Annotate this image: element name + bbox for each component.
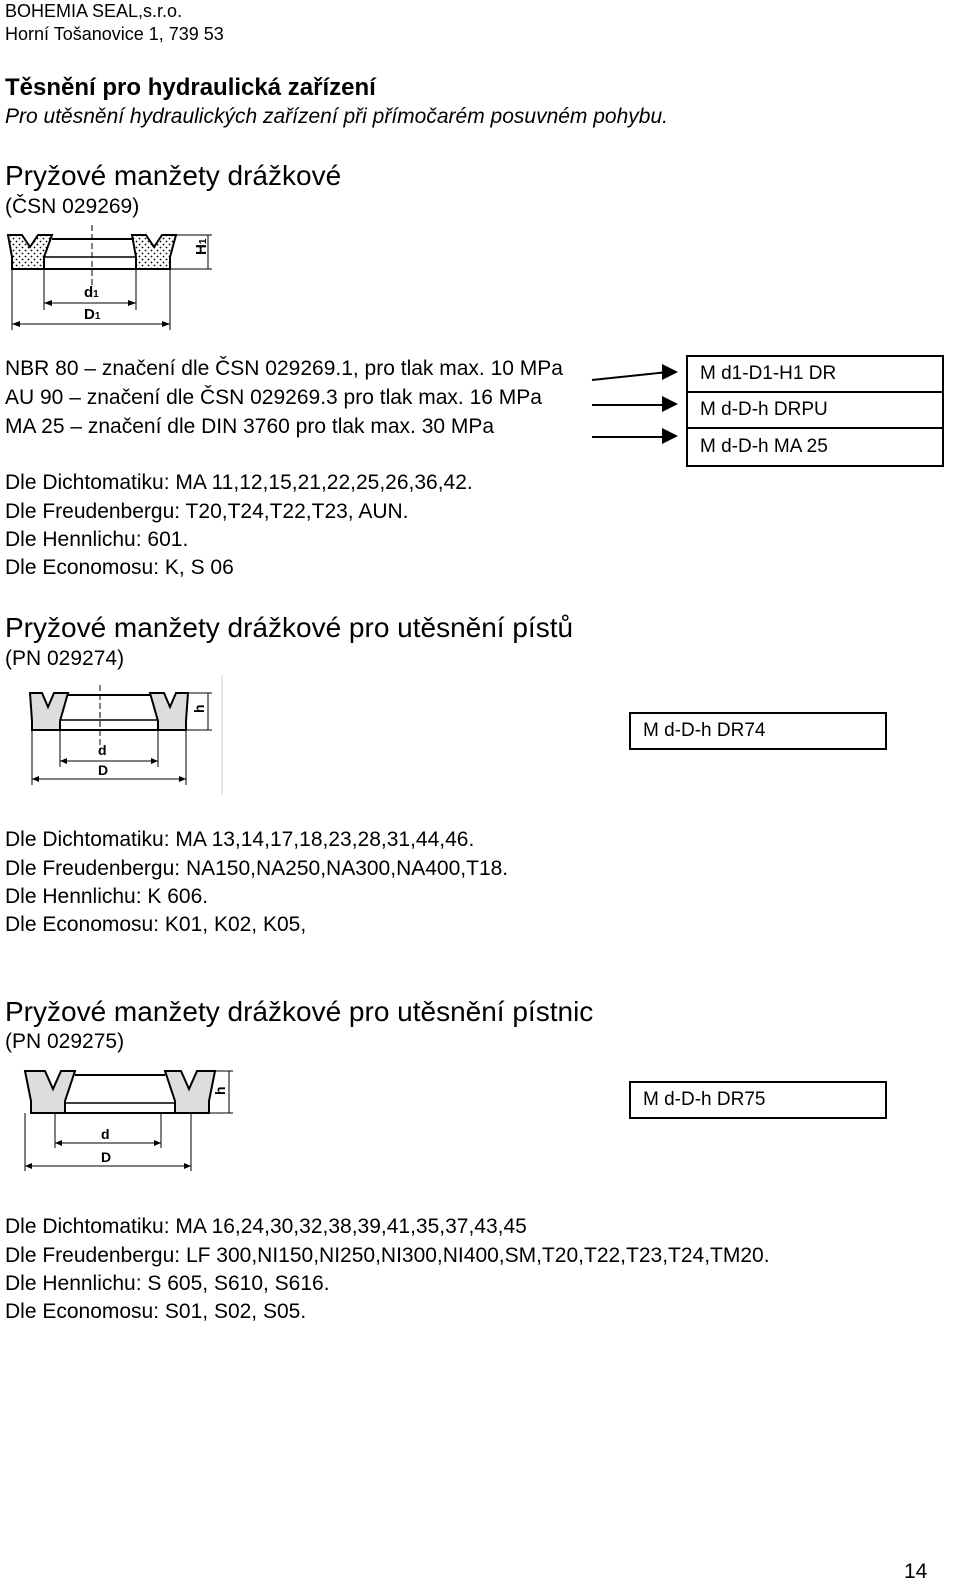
section3-title: Pryžové manžety drážkové pro utěsnění pístnic — [5, 996, 594, 1027]
maker-line: Dle Dichtomatiku: MA 16,24,30,32,38,39,41,35,37,43,45 — [5, 1215, 527, 1238]
arrow-3 — [592, 436, 672, 438]
h-label: h — [212, 1086, 228, 1095]
D1-label: D1 — [84, 306, 101, 323]
arrow-2 — [592, 404, 672, 406]
designation-box-dr75: M d-D-h DR75 — [629, 1081, 887, 1119]
section1-seal-diagram — [0, 225, 230, 333]
maker-line: Dle Dichtomatiku: MA 11,12,15,21,22,25,26,36,42. — [5, 471, 473, 494]
designation-box-dr: M d1-D1-H1 DR — [686, 355, 944, 393]
section2-code: (PN 029274) — [5, 647, 125, 670]
D-label: D — [98, 762, 109, 778]
maker-line: Dle Hennlichu: S 605, S610, S616. — [5, 1272, 330, 1295]
maker-line: Dle Economosu: S01, S02, S05. — [5, 1300, 307, 1323]
h-label: h — [191, 704, 207, 713]
maker-line: Dle Dichtomatiku: MA 13,14,17,18,23,28,31,44,46. — [5, 828, 475, 851]
spec-line-3: MA 25 – značení dle DIN 3760 pro tlak max. 30 MPa — [5, 415, 495, 438]
maker-line: Dle Economosu: K, S 06 — [5, 556, 234, 579]
section3-seal-diagram — [15, 1063, 235, 1175]
d1-label: d1 — [84, 284, 99, 301]
company-name: BOHEMIA SEAL,s.r.o. — [5, 1, 183, 21]
maker-line: Dle Hennlichu: 601. — [5, 528, 189, 551]
arrow-head-1 — [662, 364, 678, 380]
arrow-1 — [592, 371, 672, 381]
maker-line: Dle Freudenbergu: LF 300,NI150,NI250,NI300,NI400,SM,T20,T22,T23,T24,TM20. — [5, 1244, 770, 1267]
arrow-head-3 — [662, 428, 678, 444]
section3-code: (PN 029275) — [5, 1030, 125, 1053]
designation-box-dr74: M d-D-h DR74 — [629, 712, 887, 750]
spec-line-1: NBR 80 – značení dle ČSN 029269.1, pro tlak max. 10 MPa — [5, 357, 563, 380]
page-subtitle: Pro utěsnění hydraulických zařízení při přímočarém posuvném pohybu. — [5, 105, 668, 128]
arrow-head-2 — [662, 396, 678, 412]
page-number: 14 — [904, 1560, 928, 1583]
maker-line: Dle Hennlichu: K 606. — [5, 885, 209, 908]
D-label: D — [101, 1149, 112, 1165]
company-address: Horní Tošanovice 1, 739 53 — [5, 24, 224, 44]
section2-seal-diagram — [20, 675, 230, 800]
section1-code: (ČSN 029269) — [5, 195, 140, 218]
section1-title: Pryžové manžety drážkové — [5, 160, 342, 191]
h1-label: H1 — [193, 238, 210, 255]
d-label: d — [98, 742, 107, 758]
maker-line: Dle Freudenbergu: NA150,NA250,NA300,NA400,T18. — [5, 857, 509, 880]
designation-box-drpu: M d-D-h DRPU — [686, 391, 944, 429]
designation-box-ma25: M d-D-h MA 25 — [686, 427, 944, 467]
maker-line: Dle Economosu: K01, K02, K05, — [5, 913, 307, 936]
spec-line-2: AU 90 – značení dle ČSN 029269.3 pro tlak max. 16 MPa — [5, 386, 542, 409]
page-title: Těsnění pro hydraulická zařízení — [5, 74, 376, 101]
maker-line: Dle Freudenbergu: T20,T24,T22,T23, AUN. — [5, 500, 409, 523]
section2-title: Pryžové manžety drážkové pro utěsnění pístů — [5, 612, 574, 643]
d-label: d — [101, 1126, 110, 1142]
